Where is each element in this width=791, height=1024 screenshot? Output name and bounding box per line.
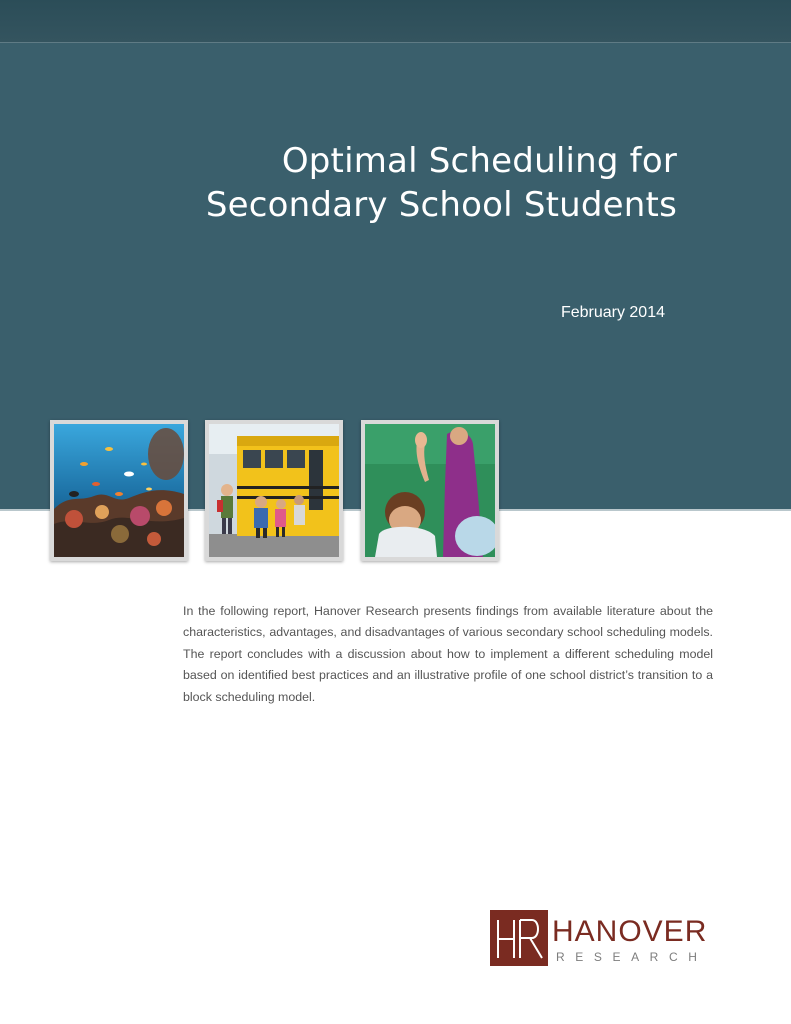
report-date: February 2014 xyxy=(560,304,665,321)
coral-reef-fish-illustration xyxy=(54,424,184,557)
hanover-research-logo xyxy=(490,910,710,968)
school-bus-children-photo xyxy=(205,420,343,561)
report-title-line-2: Secondary School Students xyxy=(205,185,677,225)
hr-logo-mark-icon xyxy=(490,910,548,966)
coral-reef-fish-photo xyxy=(50,420,188,561)
report-summary: In the following report, Hanover Research presents findings from available literature about the characteristics, advantages, and disadvantages of various secondary school scheduling models. The report concludes with a discussion about how to implement a different scheduling model based on identified best practices and an illustrative profile of one school district’s transition to a block scheduling model. xyxy=(183,604,713,704)
classroom-illustration xyxy=(365,424,495,557)
report-title-line-1: Optimal Scheduling for xyxy=(281,141,677,181)
classroom-raised-hand-photo xyxy=(361,420,499,561)
logo-sub-text: RESEARCH xyxy=(556,950,708,964)
logo-name-text: HANOVER xyxy=(552,915,708,948)
hr-monogram-icon xyxy=(490,910,548,966)
school-bus-illustration xyxy=(209,424,339,557)
report-title xyxy=(117,139,677,227)
top-strip xyxy=(0,0,791,43)
